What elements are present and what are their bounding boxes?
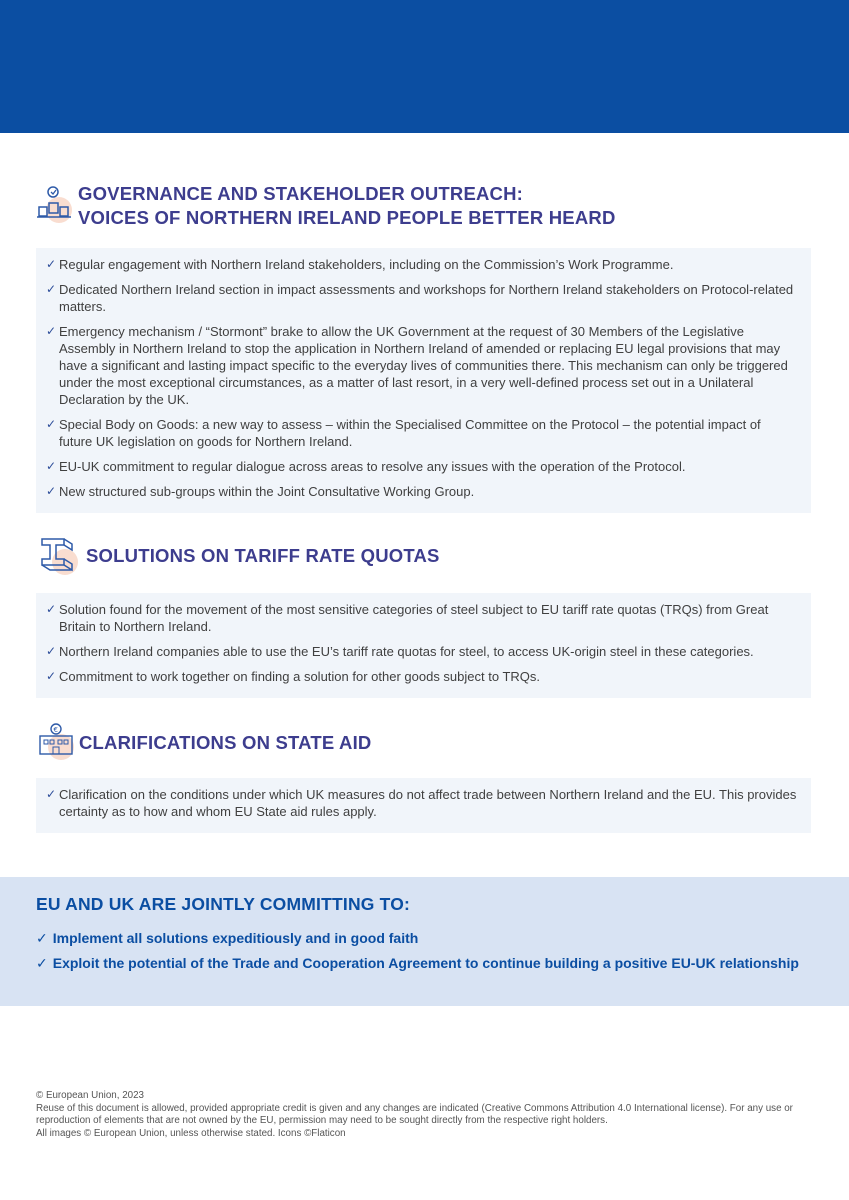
governance-list-box xyxy=(36,248,811,513)
section-title-line: VOICES OF NORTHERN IRELAND PEOPLE BETTER HEARD xyxy=(78,207,616,228)
list-item: ✓ Commitment to work together on finding a solution for other goods subject to TRQs. xyxy=(46,669,540,684)
footer-images: All images © European Union, unless otherwise stated. Icons ©Flaticon xyxy=(36,1127,346,1139)
check-icon: ✓ xyxy=(36,930,48,946)
check-icon: ✓ xyxy=(46,324,57,338)
check-icon: ✓ xyxy=(46,459,57,473)
check-icon: ✓ xyxy=(36,955,48,971)
state-aid-list-box xyxy=(36,778,811,833)
list-item: ✓ Regular engagement with Northern Ireland stakeholders, including on the Commission’s Work Programme. xyxy=(46,257,674,272)
check-icon: ✓ xyxy=(46,787,57,801)
footer-copyright: © European Union, 2023 xyxy=(36,1090,144,1101)
check-icon: ✓ xyxy=(46,669,57,683)
footer-reuse: Reuse of this document is allowed, provided appropriate credit is given and any changes are indicated (Creative Commons Attribution 4.0 International license). For any use or reproduction of elements that are not owned by the EU, permission may need to be sought directly from the respective right holders. xyxy=(36,1102,793,1126)
check-icon: ✓ xyxy=(46,602,57,616)
footer xyxy=(36,1090,816,1140)
tariff-list-box xyxy=(36,593,811,698)
list-item: ✓ EU-UK commitment to regular dialogue across areas to resolve any issues with the operation of the Protocol. xyxy=(46,459,686,474)
check-icon: ✓ xyxy=(46,644,57,658)
list-item: ✓ Emergency mechanism / “Stormont” brake to allow the UK Government at the request of 30 Members of the Legislative Assembly in Northern Ireland to stop the application in Northern Ireland of amended or replacing EU legal provisions that may have a significant and lasting impact specific to the everyday lives of communities there. This mechanism can only be triggered under the most exceptional circumstances, as a matter of last resort, in a very well-defined process set out in a Unilateral Declaration by the UK. xyxy=(46,324,788,407)
commitments-title: EU AND UK ARE JOINTLY COMMITTING TO: xyxy=(36,894,411,914)
header-band xyxy=(0,0,849,133)
svg-text:€: € xyxy=(53,726,58,734)
list-item: ✓ Dedicated Northern Ireland section in impact assessments and workshops for Northern Ireland stakeholders on Protocol-related matters. xyxy=(46,282,794,314)
section-state-aid-header xyxy=(36,722,371,764)
check-icon: ✓ xyxy=(46,484,57,498)
list-item: ✓ Solution found for the movement of the most sensitive categories of steel subject to EU tariff rate quotas (TRQs) from Great Britain to Northern Ireland. xyxy=(46,602,769,634)
check-icon: ✓ xyxy=(46,417,57,431)
euro-building-icon xyxy=(36,722,76,764)
steel-beam-icon xyxy=(36,535,82,577)
commitment-item: ✓ Exploit the potential of the Trade and Cooperation Agreement to continue building a positive EU-UK relationship xyxy=(36,955,799,971)
section-title: SOLUTIONS ON TARIFF RATE QUOTAS xyxy=(86,545,440,566)
people-network-icon xyxy=(36,185,76,227)
section-tariff-header xyxy=(36,535,440,577)
check-icon: ✓ xyxy=(46,282,57,296)
list-item: ✓ New structured sub-groups within the Joint Consultative Working Group. xyxy=(46,484,475,499)
list-item: ✓ Clarification on the conditions under which UK measures do not affect trade between Northern Ireland and the EU. This provides certainty as to how and whom EU State aid rules apply. xyxy=(46,787,797,819)
list-item: ✓ Special Body on Goods: a new way to assess – within the Specialised Committee on the Protocol – the potential impact of future UK legislation on goods for Northern Ireland. xyxy=(46,417,761,449)
commitment-item: ✓ Implement all solutions expeditiously and in good faith xyxy=(36,930,419,946)
commitments-band xyxy=(0,877,849,1006)
section-title-line: GOVERNANCE AND STAKEHOLDER OUTREACH: xyxy=(78,183,524,204)
section-title: CLARIFICATIONS ON STATE AID xyxy=(79,732,372,753)
section-governance-header xyxy=(36,182,616,230)
list-item: ✓ Northern Ireland companies able to use the EU’s tariff rate quotas for steel, to access UK-origin steel in these categories. xyxy=(46,644,754,659)
check-icon: ✓ xyxy=(46,257,57,271)
